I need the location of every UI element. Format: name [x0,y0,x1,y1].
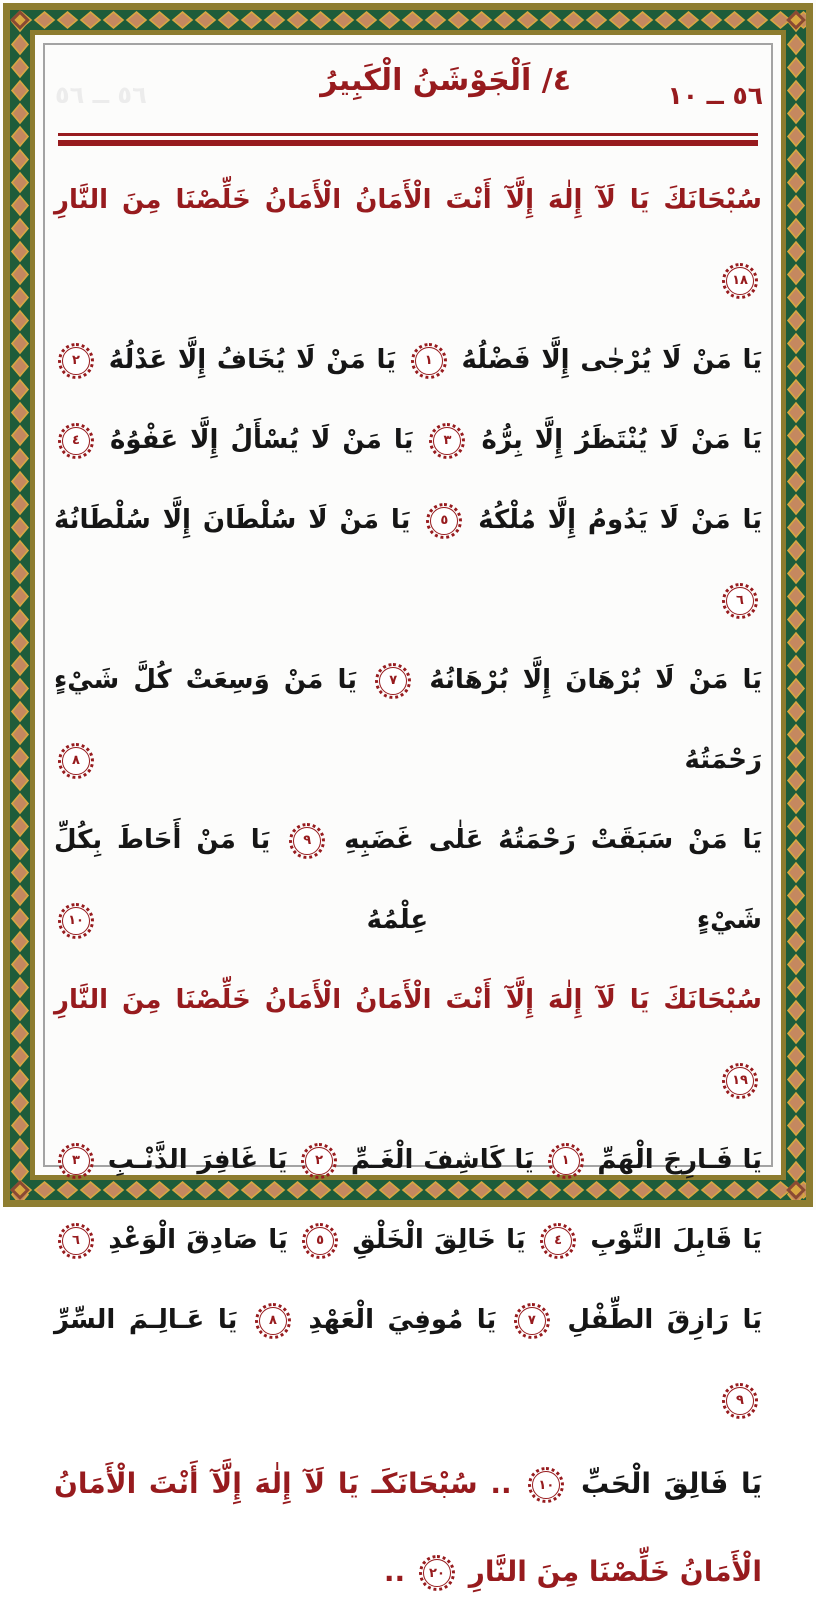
corner-ornament [786,1180,806,1200]
verse-number-marker: ١ [552,1147,580,1175]
verse-number-marker: ٥ [430,507,458,535]
page-header [45,63,771,127]
prayer-text: يَا مَنْ وَسِعَتْ كُلَّ شَيْءٍ رَحْمَتُهُ [54,665,762,775]
prayer-line [54,1528,762,1616]
prayer-text: يَا رَازِقَ الطِّفْلِ [567,1305,763,1335]
prayer-text: يَا مَنْ لَا يُرْجٰى إِلَّا فَضْلُهُ [461,345,762,375]
verse-number-marker: ١٠ [62,907,90,935]
header-divider-rule [58,133,758,146]
page-content [45,45,771,1588]
corner-ornament [786,10,806,30]
prayer-text: يَا غَافِرَ الذَّنْـبِ [107,1145,288,1175]
prayer-text: يَا مَنْ لَا يُنْتَظَرُ إِلَّا بِرُّهُ [481,425,763,455]
border-ornament-strip-right [786,10,806,1200]
prayer-text: يَا فَـارِجَ الْهَمِّ [597,1145,762,1175]
prayer-text: يَا مَنْ لَا سُلْطَانَ إِلَّا سُلْطَانُهُ [54,505,411,535]
verse-number-marker: ٦ [726,587,754,615]
verse-number-marker: ٢ [305,1147,333,1175]
prayer-line [54,960,762,1120]
verse-number-marker: ٢ [62,347,90,375]
verse-number-marker: ٤ [544,1227,572,1255]
verse-number-marker: ٨ [259,1307,287,1335]
prayer-text: يَا قَابِلَ التَّوْبِ [590,1225,762,1255]
prayer-line [54,1120,762,1200]
verse-number-marker: ٧ [518,1307,546,1335]
prayer-text: الْأَمَانُ خَلِّصْنَا مِنَ النَّارِ [468,1555,762,1588]
prayer-line [54,1200,762,1280]
prayer-line [54,640,762,800]
verse-number-marker: ٣ [433,427,461,455]
verse-number-marker: ٢٠ [423,1559,451,1587]
prayer-text: يَا مَنْ لَا يُخَافُ إِلَّا عَدْلُهُ [108,345,396,375]
prayer-text: يَا فَالِقَ الْحَبِّ [581,1467,763,1500]
corner-ornament [10,10,30,30]
prayer-text: يَا مَنْ لَا بُرْهَانَ إِلَّا بُرْهَانُهُ [429,665,762,695]
prayer-text: يَا مَنْ لَا يُسْأَلُ إِلَّا عَفْوُهُ [110,425,414,455]
verse-number-marker: ٧ [379,667,407,695]
prayer-text: يَا مَنْ أَحَاطَ بِكُلِّ شَيْءٍ عِلْمُهُ [54,825,762,935]
prayer-line [54,400,762,480]
verse-number-marker: ٨ [62,747,90,775]
prayer-line [54,1440,762,1528]
verse-number-marker: ٩ [293,827,321,855]
prayer-text: يَا كَاشِفَ الْغَـمِّ [350,1145,534,1175]
verse-number-marker: ١٨ [726,267,754,295]
verse-number-marker: ٦ [62,1227,90,1255]
border-ornament-strip-left [10,10,30,1200]
prayer-line [54,320,762,400]
page-title: ٤/ اَلْجَوْشَنُ الْكَبِيرُ [320,63,571,98]
border-ornament-strip-top [10,10,806,30]
prayer-text: يَا خَالِقَ الْخَلْقِ [352,1225,526,1255]
verse-number-marker: ٥ [306,1227,334,1255]
prayer-line [54,800,762,960]
prayer-text: سُبْحَانَكَ يَا لَآ إِلٰهَ إِلَّآ أَنْتَ الْأَمَانُ الْأَمَانُ خَلِّصْنَا مِنَ النَّارِ [54,185,762,215]
prayer-line [54,1280,762,1440]
prayer-text: .. [383,1555,406,1588]
prayer-text: .. سُبْحَانَكَـ يَا لَآ إِلٰهَ إِلَّآ أَنْتَ الْأَمَانُ [54,1467,512,1500]
ghost-page-ref: ٥٦ ــ ٥٦ [55,81,147,109]
prayer-text: يَا مَنْ لَا يَدُومُ إِلَّا مُلْكُهُ [478,505,762,535]
prayer-text: يَا مَنْ سَبَقَتْ رَحْمَتُهُ عَلٰى غَضَبِهِ [344,825,762,855]
prayer-line [54,160,762,320]
prayer-line [54,480,762,640]
verse-number-marker: ٣ [62,1147,90,1175]
corner-ornament [10,1180,30,1200]
prayer-text: يَا صَادِقَ الْوَعْدِ [108,1225,288,1255]
prayer-lines [45,160,771,1616]
verse-number-marker: ١٩ [726,1067,754,1095]
prayer-text: سُبْحَانَكَ يَا لَآ إِلٰهَ إِلَّآ أَنْتَ الْأَمَانُ الْأَمَانُ خَلِّصْنَا مِنَ النَّارِ [54,985,762,1015]
verse-number-marker: ١٠ [532,1471,560,1499]
verse-number-marker: ١ [415,347,443,375]
verse-number-marker: ٩ [726,1387,754,1415]
prayer-text: يَا عَـالِـمَ السِّرِّ [54,1305,238,1335]
page-ref: ٥٦ ــ ١٠ [667,81,763,110]
prayer-text: يَا مُوفِيَ الْعَهْدِ [308,1305,497,1335]
verse-number-marker: ٤ [62,427,90,455]
